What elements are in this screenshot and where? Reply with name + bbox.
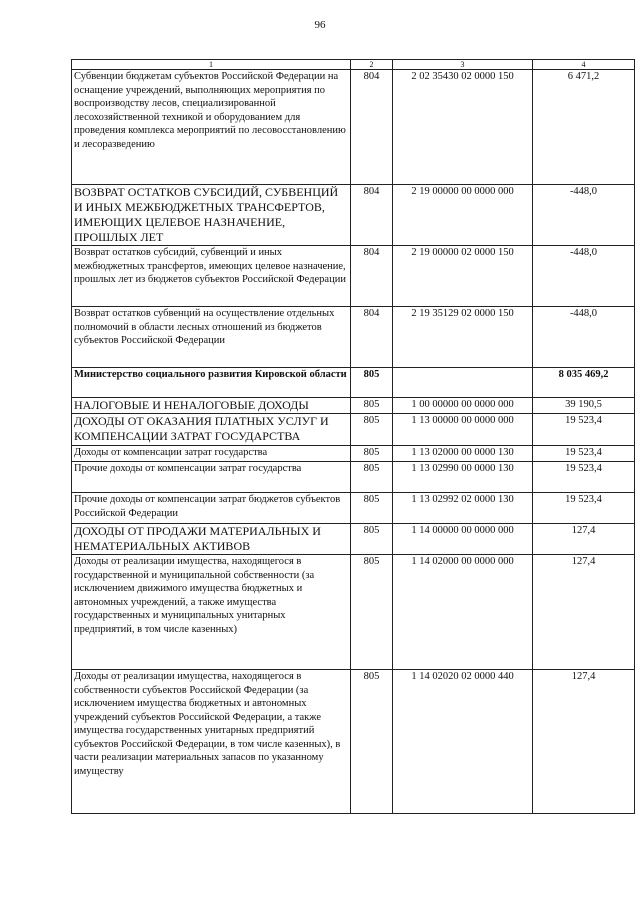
row-admin-code: 805 [351, 670, 393, 814]
table-row [72, 414, 635, 446]
table-row [72, 462, 635, 493]
row-admin-code: 805 [351, 368, 393, 398]
row-classification-code: 2 02 35430 02 0000 150 [393, 70, 533, 185]
table-row [72, 185, 635, 246]
row-amount: -448,0 [533, 185, 635, 246]
row-classification-code: 1 13 00000 00 0000 000 [393, 414, 533, 446]
row-classification-code: 1 00 00000 00 0000 000 [393, 398, 533, 414]
row-name: Доходы от реализации имущества, находящегося в собственности субъектов Российской Федерации (за исключением имущества бюджетных и автономных учреждений субъектов Российской Федерации, а также имущества государственных унитарных предприятий субъектов Российской Федерации, в том числе казенных), в части реализации материальных запасов по указанному имуществу [72, 670, 351, 814]
row-name: Возврат остатков субсидий, субвенций и иных межбюджетных трансфертов, имеющих целевое назначение, прошлых лет из бюджетов субъектов Российской Федерации [72, 246, 351, 307]
table-row [72, 670, 635, 814]
table-header-row [72, 60, 635, 70]
row-name: Министерство социального развития Кировской области [72, 368, 351, 398]
row-classification-code: 1 13 02992 02 0000 130 [393, 493, 533, 524]
table-row [72, 446, 635, 462]
row-classification-code: 1 13 02990 00 0000 130 [393, 462, 533, 493]
row-admin-code: 805 [351, 398, 393, 414]
table-row [72, 246, 635, 307]
row-classification-code: 2 19 35129 02 0000 150 [393, 307, 533, 368]
header-col-1: 1 [72, 60, 351, 70]
row-admin-code: 805 [351, 493, 393, 524]
row-name: Доходы от компенсации затрат государства [72, 446, 351, 462]
row-amount: 8 035 469,2 [533, 368, 635, 398]
row-name: Возврат остатков субвенций на осуществление отдельных полномочий в области лесных отношений из бюджетов субъектов Российской Федерации [72, 307, 351, 368]
row-admin-code: 805 [351, 524, 393, 555]
row-admin-code: 804 [351, 70, 393, 185]
row-classification-code: 2 19 00000 00 0000 000 [393, 185, 533, 246]
row-amount: 127,4 [533, 670, 635, 814]
row-name: Прочие доходы от компенсации затрат бюджетов субъектов Российской Федерации [72, 493, 351, 524]
revenue-table [71, 59, 635, 814]
row-admin-code: 805 [351, 555, 393, 670]
row-classification-code [393, 368, 533, 398]
row-amount: 19 523,4 [533, 446, 635, 462]
row-classification-code: 1 14 00000 00 0000 000 [393, 524, 533, 555]
row-name: НАЛОГОВЫЕ И НЕНАЛОГОВЫЕ ДОХОДЫ [72, 398, 351, 414]
row-amount: 39 190,5 [533, 398, 635, 414]
row-name: Прочие доходы от компенсации затрат государства [72, 462, 351, 493]
row-classification-code: 2 19 00000 02 0000 150 [393, 246, 533, 307]
row-admin-code: 804 [351, 307, 393, 368]
row-name: ДОХОДЫ ОТ ОКАЗАНИЯ ПЛАТНЫХ УСЛУГ И КОМПЕНСАЦИИ ЗАТРАТ ГОСУДАРСТВА [72, 414, 351, 446]
header-col-2: 2 [351, 60, 393, 70]
page-number: 96 [314, 19, 326, 31]
row-name: Доходы от реализации имущества, находящегося в государственной и муниципальной собственности (за исключением движимого имущества бюджетных и автономных учреждений, а также имущества государственных и муниципальных унитарных предприятий, в том числе казенных) [72, 555, 351, 670]
row-name: ДОХОДЫ ОТ ПРОДАЖИ МАТЕРИАЛЬНЫХ И НЕМАТЕРИАЛЬНЫХ АКТИВОВ [72, 524, 351, 555]
row-amount: 6 471,2 [533, 70, 635, 185]
table-row [72, 493, 635, 524]
row-amount: 19 523,4 [533, 493, 635, 524]
row-amount: -448,0 [533, 307, 635, 368]
row-amount: 19 523,4 [533, 462, 635, 493]
row-admin-code: 804 [351, 246, 393, 307]
row-classification-code: 1 13 02000 00 0000 130 [393, 446, 533, 462]
header-col-3: 3 [393, 60, 533, 70]
row-amount: 127,4 [533, 555, 635, 670]
table-row [72, 524, 635, 555]
row-amount: 19 523,4 [533, 414, 635, 446]
row-admin-code: 805 [351, 462, 393, 493]
row-classification-code: 1 14 02000 00 0000 000 [393, 555, 533, 670]
header-col-4: 4 [533, 60, 635, 70]
table-row [72, 398, 635, 414]
row-name: Субвенции бюджетам субъектов Российской Федерации на оснащение учреждений, выполняющих мероприятия по воспроизводству лесов, специализированной лесохозяйственной техникой и оборудованием для проведения комплекса мероприятий по лесовосстановлению и лесоразведению [72, 70, 351, 185]
table-row [72, 555, 635, 670]
row-admin-code: 804 [351, 185, 393, 246]
row-classification-code: 1 14 02020 02 0000 440 [393, 670, 533, 814]
row-name: ВОЗВРАТ ОСТАТКОВ СУБСИДИЙ, СУБВЕНЦИЙ И ИНЫХ МЕЖБЮДЖЕТНЫХ ТРАНСФЕРТОВ, ИМЕЮЩИХ ЦЕЛЕВОЕ НАЗНАЧЕНИЕ, ПРОШЛЫХ ЛЕТ [72, 185, 351, 246]
row-amount: -448,0 [533, 246, 635, 307]
table-row [72, 368, 635, 398]
row-admin-code: 805 [351, 414, 393, 446]
table-row [72, 307, 635, 368]
table-row [72, 70, 635, 185]
row-admin-code: 805 [351, 446, 393, 462]
row-amount: 127,4 [533, 524, 635, 555]
